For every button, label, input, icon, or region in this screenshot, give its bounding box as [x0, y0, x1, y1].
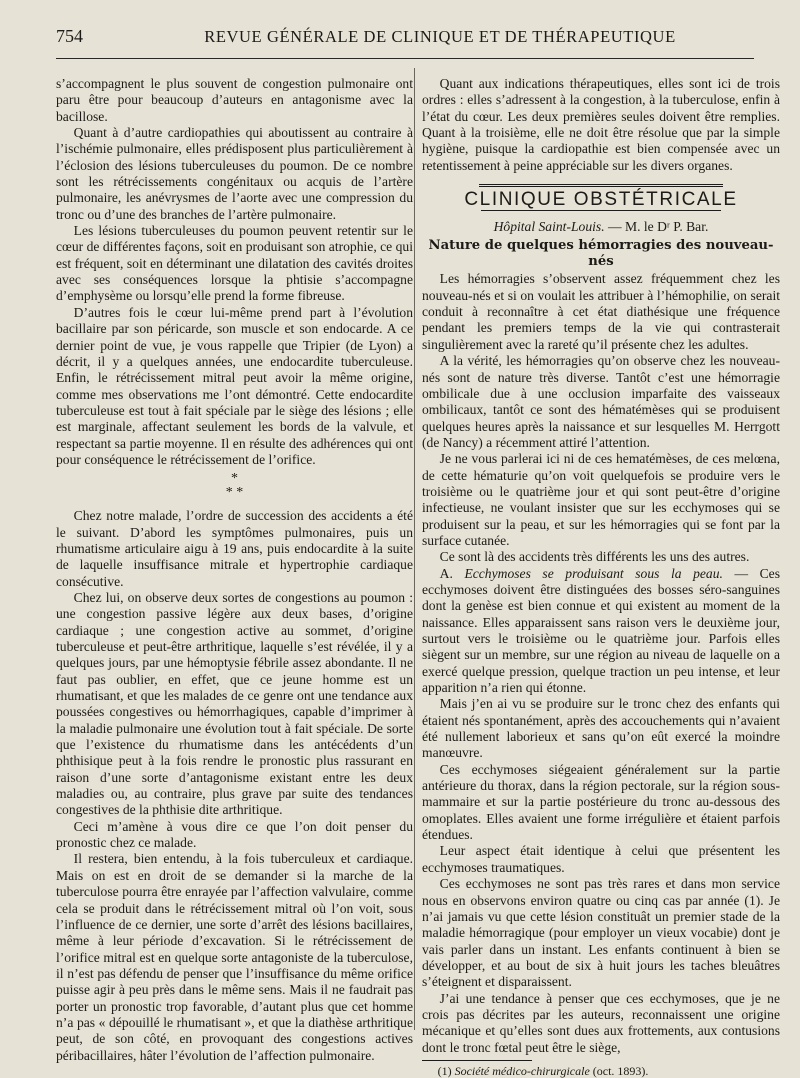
article-byline [422, 219, 780, 235]
footnote-number: (1) [437, 1063, 452, 1078]
hospital-name: Hôpital Saint-Louis. [493, 219, 605, 235]
article-title: Nature de quelques hémorragies des nouveau-nés [428, 237, 774, 270]
section-asterisk: * * [225, 485, 244, 501]
left-column [56, 76, 413, 1064]
paragraph: Il restera, bien entendu, à la fois tuberculeux et cardiaque. Mais on est en droit de se demander si la marche de la tuberculose pourra être enrayée par l’affection valvulaire, comme cela se produit dans le rétrécissement mitral où l’on voit, sous l’influence de ce dernier, une sorte d’arrêt des lésions bacillaires, même à leur période d’excavation. Si le rétrécissement de l’orifice mitral est en quelque sorte antagoniste de la tuberculose, il n’est pas défendu de penser que l’insuffisance du même orifice puisse agir à peu près dans le même sens. Mais il ne faudrait pas porter un pronostic trop favorable, d’autant plus que cet homme n’a pas « dépouillé le rhumatisant », et que la diathèse arthritique peut, de son côté, en provoquant des congestions actives péribacillaires, hâter l’évolution de l’affection pulmonaire. [56, 851, 413, 1063]
paragraph: Ce sont là des accidents très différents les uns des autres. [439, 549, 750, 565]
paragraph: Chez lui, on observe deux sortes de congestions au poumon : une congestion passive légère aux deux bases, d’origine cardiaque ; une congestion active au sommet, d’origine tuberculeuse et peut-être arthritique, laquelle s’est révélée, il y a quelques jours, par une hémoptysie fébrile assez abondante. Il ne faut pas oublier, en effet, que ce jeune homme est un rhumatisant, et que les malades de ce genre ont une tendance aux poussées congestives ou hémorrhagiques, capable d’imprimer à la maladie pulmonaire une évolution tout à fait spéciale. De sorte que l’existence du rhumatisme dans les antécédents d’un phthisique peut à la fois rendre le pronostic plus rassurant en raison d’une sorte d’antagonisme existant entre les deux maladies ou, au contraire, plus grave par suite des tendances congestives de la phthisie dite arthritique. [56, 589, 413, 818]
section-asterisk: * [231, 471, 238, 487]
paragraph: Ces ecchymoses ne sont pas très rares et dans mon service nous en observons environ quatre ou cinq cas par année (1). Je n’ai jamais vu que cette lésion constituât un premier stade de la maladie hémorragique (pour employer un vieux vocabie) dont je vais parler dans un instant. Les enfants continuent à bien se développer, et au bout de six à huit jours les taches bleuâtres s’éteignent et disparaissent. [422, 876, 780, 990]
header-rule [56, 58, 754, 59]
subsection-heading: Ecchymoses se produisant sous la peau. [464, 565, 723, 581]
page-header [56, 26, 754, 50]
section-rule [481, 210, 721, 211]
paragraph: Ces ecchymoses siégeaient généralement sur la partie antérieure du thorax, dans la région pectorale, sur la région sous-mammaire et sur la partie postérieure du tronc au-dessous des omoplates. Elles avaient une forme irrégulière et étaient parfois étendues. [422, 761, 780, 843]
paragraph: Mais j’en ai vu se produire sur le tronc chez des enfants qui étaient nés spontanément, après des accouchements qui n’avaient été nullement laborieux et sans qu’on eût exercé la moindre manœuvre. [422, 696, 780, 761]
footnote-date: (oct. 1893). [589, 1063, 649, 1078]
paragraph [422, 566, 780, 697]
column-divider [414, 68, 415, 1030]
paragraph: A la vérité, les hémorragies qu’on observe chez les nouveau-nés sont de nature très diverse. Tantôt c’est une hémorragie ombilicale due à une occlusion imparfaite des vaisseaux ombilicaux, tantôt ce sont des hématémèses qui se produisent quelques heures après la naissance et sur lesquelles M. Herrgott (de Nancy) a récemment attiré l’attention. [422, 353, 780, 450]
paragraph: Chez notre malade, l’ordre de succession des accidents a été le suivant. D’abord les symptômes pulmonaires, puis un rhumatisme articulaire aigu à 19 ans, puis endocardite à la suite de laquelle insuffisance mitrale et hypertrophie cardiaque consécutive. [56, 508, 413, 589]
list-letter: A. [439, 565, 453, 581]
paragraph: Les hémorragies s’observent assez fréquemment chez les nouveau-nés et si on voulait les attribuer à l’hémophilie, on serait conduit à reconnaître à cet état diathésique une fréquence pendant les premiers temps de la vie qui contrasterait singulièrement avec la rareté qu’il présente chez les adultes. [422, 271, 780, 352]
page-number: 754 [56, 26, 83, 46]
footnote-rule [422, 1060, 532, 1061]
paragraph: Les lésions tuberculeuses du poumon peuvent retentir sur le cœur de différentes façons, soit en produisant son atrophie, ce qui est fréquent, soit en déterminant une dilatation des cavités droites avec ses conséquences lorsque la phtisie s’accompagne d’emphysème ou lorsqu’elle prend la forme fibreuse. [56, 223, 413, 304]
paragraph: J’ai une tendance à penser que ces ecchymoses, que je ne crois pas décrites par les auteurs, reconnaissent une origine mécanique et qu’elles sont dues aux frottements, aux contusions dont le tronc fœtal peut être le siège, [422, 990, 780, 1055]
paragraph: Leur aspect était identique à celui que présentent les ecchymoses traumatiques. [422, 843, 780, 875]
paragraph: Ceci m’amène à vous dire ce que l’on doit penser du pronostic chez ce malade. [56, 818, 413, 851]
right-column [422, 76, 780, 1078]
footnote [422, 1064, 780, 1078]
paragraph-text: — Ces ecchymoses doivent être distinguées des bosses séro-sanguines dont la genèse est bien connue et qui existent au moment de la naissance. Elles apparaissent sans raison vers le deuxième jour, surtout vers le troisième ou le quatrième jour. Parfois elles siègent sur un membre, sur une région au niveau de laquelle on a exercé quelque pression, quelque traction un peu intense, et leur apparition n’a rien qui étonne. [422, 565, 780, 696]
section-title: CLINIQUE OBSTÉTRICALE [464, 189, 738, 211]
paragraph: Quant à d’autre cardiopathies qui aboutissent au contraire à l’ischémie pulmonaire, elles prédisposent plus particulièrement à l’éclosion des lésions tuberculeuses du poumon. De ce nombre sont les rétrécissements congénitaux ou acquis de l’artère pulmonaire, les anévrysmes de l’aorte avec une compression du tronc ou d’une des branches de l’artère pulmonaire. [56, 125, 413, 222]
paragraph: Je ne vous parlerai ici ni de ces hematémèses, de ces melœna, de cette hématurie qu’on voit quelquefois se produire vers le troisième ou le quatrième jour et qui sont peut-être d’origine infectieuse, ne voulant insister que sur les ecchymoses qui se produisent sur la peau, et sur les hémorragies qui se font par la surface cutanée. [422, 451, 780, 548]
paragraph: s’accompagnent le plus souvent de congestion pulmonaire ont paru être pour beaucoup d’auteurs en antagonisme avec la bacillose. [56, 76, 413, 124]
paragraph: Quant aux indications thérapeutiques, elles sont ici de trois ordres : elles s’adressent à la congestion, à la tuberculose, enfin à l’état du cœur. Les deux premières seules doivent être remplies. Quant à la troisième, elle ne doit être résolue que par la simple hygiène, puisque la cardiopathie est bien compensée avec un retentissement à peine appréciable sur les divers organes. [422, 76, 780, 173]
paragraph: D’autres fois le cœur lui-même prend part à l’évolution bacillaire par son péricarde, son muscle et son endocarde. A ce dernier point de vue, je vous rappelle que Tripier (de Lyon) a décrit, il y a quelques années, une endocardite tuberculeuse. Enfin, le rétrécissement mitral peut avoir la même origine, comme mes observations me l’ont démontré. Cette endocardite tuberculeuse est tout à fait spéciale par le siège des lésions ; elle est marginale, affectant seulement les bords de la valvule, et respectant sa partie moyenne. Il en résulte des adhérences qui ont pour conséquence le rétrécissement de l’orifice. [56, 304, 413, 467]
footnote-source: Société médico-chirurgicale [454, 1063, 590, 1078]
author-name: — M. le Dʳ P. Bar. [608, 219, 709, 235]
running-title: REVUE GÉNÉRALE DE CLINIQUE ET DE THÉRAPEUTIQUE [204, 27, 676, 46]
